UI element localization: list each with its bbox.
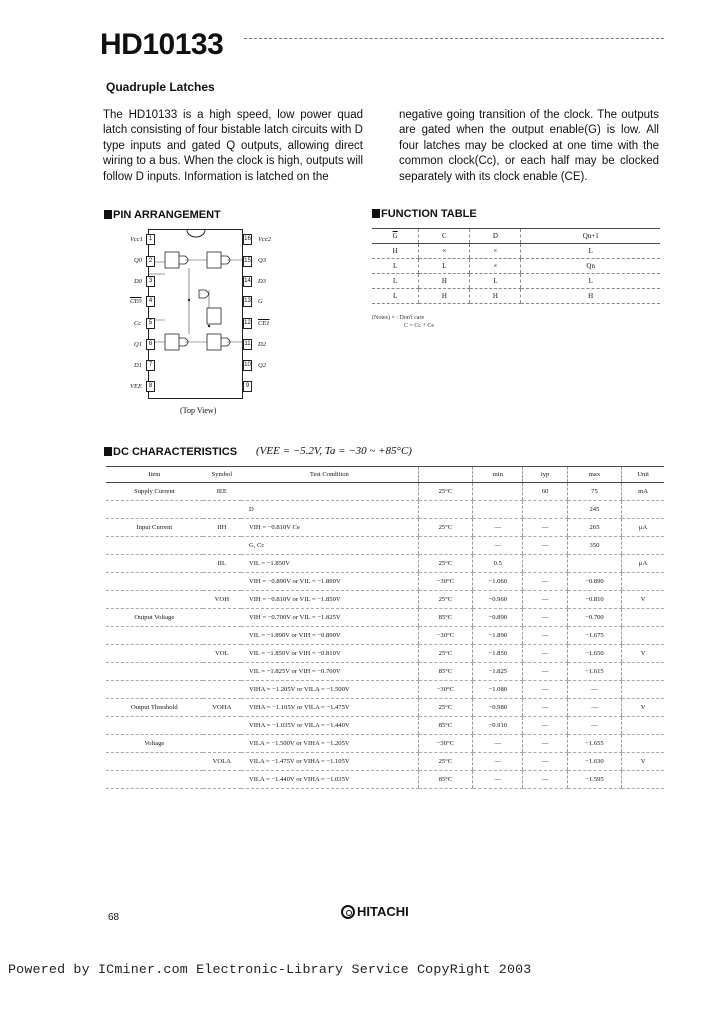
dc-header-temp (418, 467, 472, 483)
dc-cell-typ: — (523, 645, 567, 663)
dc-heading (104, 446, 237, 458)
dc-cell-unit (622, 663, 664, 681)
dc-cell-min: −0.960 (473, 591, 523, 609)
dc-cell-symbol: VOLA (203, 753, 241, 771)
dc-cell-symbol (203, 717, 241, 735)
dc-cell-cond: VIL = −1.850V (241, 555, 418, 573)
top-view-caption: (Top View) (180, 406, 217, 415)
dc-cell-unit (622, 609, 664, 627)
ft-cell: H (419, 289, 470, 304)
pin-12: 12 (243, 318, 252, 329)
table-row (106, 645, 664, 663)
dc-cell-symbol: IIL (203, 555, 241, 573)
pin-arrangement-heading (104, 209, 221, 221)
dc-cell-max: −1.655 (567, 735, 621, 753)
pin-arrangement-heading-text: PIN ARRANGEMENT (113, 209, 221, 221)
description-col2: negative going transition of the clock. The outputs are gated when the output enable(G) is low. All four latches may be clocked at one time with the common clock(Cc), or each half may be clocked separately with its clock enable (CE). (399, 109, 659, 183)
dc-cell-cond: VILA = −1.475V or VIHA = −1.105V (241, 753, 418, 771)
dc-cell-item (106, 717, 203, 735)
dc-cell-temp: 85°C (418, 771, 472, 789)
dc-cell-item (106, 555, 203, 573)
pin-10-label: Q2 (258, 362, 266, 369)
table-row (106, 483, 664, 501)
pin-11-label: D2 (258, 341, 266, 348)
ic-package (148, 229, 243, 399)
dc-cell-item (106, 591, 203, 609)
pin-16: 16 (243, 234, 252, 245)
pin-3: 3 (146, 276, 155, 287)
dc-cell-temp: 85°C (418, 609, 472, 627)
dc-cell-typ: — (523, 735, 567, 753)
section-marker-icon (104, 210, 112, 219)
dc-cell-symbol (203, 663, 241, 681)
pin-2-label: Q0 (134, 257, 142, 264)
pin-6-label: Q1 (134, 341, 142, 348)
dc-cell-typ: — (523, 537, 567, 555)
ft-cell: × (419, 244, 470, 259)
pin-8: 8 (146, 381, 155, 392)
dc-cell-unit (622, 771, 664, 789)
dc-cell-symbol (203, 501, 241, 519)
dc-cell-min: — (473, 753, 523, 771)
dc-heading-text: DC CHARACTERISTICS (113, 446, 238, 458)
dc-cell-temp: −30°C (418, 627, 472, 645)
part-number-title: HD10133 (100, 28, 224, 61)
dc-cell-item (106, 663, 203, 681)
dc-cell-max: −0.810 (567, 591, 621, 609)
dc-cell-max: 245 (567, 501, 621, 519)
table-row (372, 274, 660, 289)
dc-cell-unit (622, 681, 664, 699)
dc-header-unit: Unit (622, 467, 664, 483)
table-row (106, 627, 664, 645)
dc-cell-typ: — (523, 627, 567, 645)
hitachi-logo (341, 904, 409, 919)
subtitle: Quadruple Latches (106, 80, 215, 94)
dc-cell-max: 350 (567, 537, 621, 555)
dc-cell-max: 265 (567, 519, 621, 537)
dc-cell-symbol: VOHA (203, 699, 241, 717)
dc-cell-item: Output Threshold (106, 699, 203, 717)
ft-cell: H (521, 289, 660, 304)
dc-cell-symbol: IEE (203, 483, 241, 501)
dc-cell-typ: — (523, 771, 567, 789)
dc-cell-cond: G, Cc (241, 537, 418, 555)
brand-name: HITACHI (357, 904, 409, 919)
pin-1: 1 (146, 234, 155, 245)
ft-cell: H (470, 289, 521, 304)
dc-cell-unit (622, 537, 664, 555)
table-row (106, 699, 664, 717)
dc-table (106, 466, 664, 789)
pin-7: 7 (146, 360, 155, 371)
function-table-heading-text: FUNCTION TABLE (381, 208, 477, 220)
dc-cell-typ: — (523, 717, 567, 735)
dc-cell-item (106, 681, 203, 699)
dc-cell-typ: — (523, 699, 567, 717)
dc-cell-cond: VILA = −1.500V or VIHA = −1.205V (241, 735, 418, 753)
ft-header-g: $\overline{G}$ (372, 229, 419, 244)
dc-cell-unit (622, 627, 664, 645)
dc-cell-cond: D (241, 501, 418, 519)
dc-cell-min: −1.080 (473, 681, 523, 699)
dc-cell-min (473, 483, 523, 501)
dc-cell-temp (418, 501, 472, 519)
dc-cell-min (473, 501, 523, 519)
dc-cell-max: −0.890 (567, 573, 621, 591)
table-row (106, 681, 664, 699)
dc-cell-item: Input Current (106, 519, 203, 537)
dc-cell-typ: 60 (523, 483, 567, 501)
table-row (372, 289, 660, 304)
dc-cell-symbol (203, 573, 241, 591)
dc-cell-temp: −30°C (418, 735, 472, 753)
dc-cell-unit (622, 735, 664, 753)
pin-14: 14 (243, 276, 252, 287)
dc-cell-unit: μA (622, 555, 664, 573)
dc-cell-symbol: IIH (203, 519, 241, 537)
dc-cell-temp: 25°C (418, 519, 472, 537)
dc-cell-symbol (203, 609, 241, 627)
table-row (106, 717, 664, 735)
note-line: (Notes) × : Don't care (372, 315, 425, 321)
pin-16-label: Vcc2 (258, 236, 271, 243)
table-row (106, 519, 664, 537)
dc-cell-unit: μA (622, 519, 664, 537)
ft-cell: L (470, 274, 521, 289)
table-row (106, 573, 664, 591)
dc-cell-item (106, 573, 203, 591)
ft-cell: L (372, 259, 419, 274)
dc-conditions: (VEE = −5.2V, Ta = −30 ~ +85°C) (256, 445, 412, 457)
dc-cell-max: — (567, 717, 621, 735)
pin-15: 15 (243, 256, 252, 267)
pin-2: 2 (146, 256, 155, 267)
dc-cell-min: — (473, 519, 523, 537)
table-row (106, 609, 664, 627)
pin-14-label: D3 (258, 278, 266, 285)
dc-cell-min: −1.850 (473, 645, 523, 663)
dc-cell-typ: — (523, 753, 567, 771)
dc-cell-max: −1.675 (567, 627, 621, 645)
table-row (106, 663, 664, 681)
dc-cell-item (106, 753, 203, 771)
pin-8-label: VEE (130, 383, 142, 390)
dc-cell-typ (523, 555, 567, 573)
dc-cell-typ: — (523, 609, 567, 627)
dc-cell-min: — (473, 771, 523, 789)
table-row (106, 555, 664, 573)
dc-header-condition: Test Condition (241, 467, 418, 483)
dc-cell-temp: 25°C (418, 753, 472, 771)
dc-cell-max: −1.615 (567, 663, 621, 681)
dc-cell-typ: — (523, 573, 567, 591)
pin-4: 4 (146, 296, 155, 307)
pin-5-label: Cc (134, 320, 142, 327)
dc-cell-symbol (203, 771, 241, 789)
dc-cell-cond: VIHA = −1.035V or VILA = −1.440V (241, 717, 418, 735)
dc-cell-unit: V (622, 699, 664, 717)
dc-cell-temp: −30°C (418, 681, 472, 699)
dc-cell-typ: — (523, 681, 567, 699)
dc-cell-min: 0.5 (473, 555, 523, 573)
dc-cell-min: −0.910 (473, 717, 523, 735)
dc-cell-typ: — (523, 591, 567, 609)
dc-cell-cond: VIL = −1.890V or VIH = −0.890V (241, 627, 418, 645)
dc-cell-symbol (203, 627, 241, 645)
dc-cell-max: −1.650 (567, 645, 621, 663)
dc-cell-max: — (567, 681, 621, 699)
note-line: C = Cc + Ce (404, 323, 435, 329)
dc-cell-temp: 85°C (418, 717, 472, 735)
pin-9: 9 (243, 381, 252, 392)
table-row (106, 771, 664, 789)
dc-cell-max: 75 (567, 483, 621, 501)
dc-cell-unit: V (622, 645, 664, 663)
dc-cell-temp: 25°C (418, 591, 472, 609)
dc-cell-unit (622, 717, 664, 735)
pin-13: 13 (243, 296, 252, 307)
function-table (372, 228, 660, 304)
dc-cell-cond: VIL = −1.850V or VIH = −0.810V (241, 645, 418, 663)
dc-cell-min: — (473, 735, 523, 753)
table-row (106, 735, 664, 753)
dc-cell-max: −1.630 (567, 753, 621, 771)
dc-cell-min: −1.825 (473, 663, 523, 681)
dc-cell-max: −1.595 (567, 771, 621, 789)
title-rule (244, 38, 664, 39)
dc-cell-unit: V (622, 591, 664, 609)
dc-cell-symbol: VOH (203, 591, 241, 609)
pin-4-label: CE0 (130, 298, 142, 305)
dc-cell-cond: VIH = −0.700V or VIL = −1.825V (241, 609, 418, 627)
dc-header-min: min (473, 467, 523, 483)
dc-cell-item: Supply Current (106, 483, 203, 501)
pin-7-label: D1 (134, 362, 142, 369)
hitachi-logo-icon (341, 905, 355, 919)
ft-cell: L (372, 289, 419, 304)
table-row (372, 259, 660, 274)
dc-cell-min: — (473, 537, 523, 555)
dc-cell-min: −1.060 (473, 573, 523, 591)
dc-cell-unit: V (622, 753, 664, 771)
ft-cell: L (521, 274, 660, 289)
footer-copyright: Powered by ICminer.com Electronic-Library Service CopyRight 2003 (8, 962, 532, 977)
dc-cell-temp: −30°C (418, 573, 472, 591)
ft-header-q: Qn+1 (521, 229, 660, 244)
dc-cell-unit: mA (622, 483, 664, 501)
table-row (106, 537, 664, 555)
ft-header-c: C (419, 229, 470, 244)
table-row (106, 591, 664, 609)
dc-cell-max: −0.700 (567, 609, 621, 627)
pin-3-label: D0 (134, 278, 142, 285)
ft-header-d: D (470, 229, 521, 244)
dc-cell-cond: VIH = −0.810V or VIL = −1.850V (241, 591, 418, 609)
section-marker-icon (372, 209, 380, 218)
dc-cell-symbol (203, 537, 241, 555)
description-col1: The HD10133 is a high speed, low power quad latch consisting of four bistable latch circuits with D type inputs and gated Q outputs, allowing direct wiring to a bus. When the clock is high, outputs will follow D inputs. Information is latched on the (103, 109, 363, 183)
dc-cell-item (106, 771, 203, 789)
dc-cell-cond: VIL = −1.825V or VIH = −0.700V (241, 663, 418, 681)
pin-15-label: Q3 (258, 257, 266, 264)
dc-cell-item: Voltage (106, 735, 203, 753)
dc-cell-min: −0.980 (473, 699, 523, 717)
pin-10: 10 (243, 360, 252, 371)
dc-cell-min: −0.890 (473, 609, 523, 627)
ft-cell: × (470, 244, 521, 259)
dc-cell-temp: 25°C (418, 555, 472, 573)
dc-header-symbol: Symbol (203, 467, 241, 483)
dc-cell-temp: 25°C (418, 699, 472, 717)
ft-cell: Qn (521, 259, 660, 274)
table-row (372, 244, 660, 259)
dc-cell-item (106, 627, 203, 645)
dc-cell-typ (523, 501, 567, 519)
dc-cell-unit (622, 501, 664, 519)
dc-cell-typ: — (523, 519, 567, 537)
pin-6: 6 (146, 339, 155, 350)
dc-cell-cond: VILA = −1.440V or VIHA = −1.035V (241, 771, 418, 789)
ft-cell: × (470, 259, 521, 274)
ft-cell: H (419, 274, 470, 289)
table-row (106, 753, 664, 771)
page-number: 68 (108, 912, 120, 923)
dc-cell-cond (241, 483, 418, 501)
dc-cell-cond: VIHA = −1.105V or VILA = −1.475V (241, 699, 418, 717)
function-table-heading (372, 208, 477, 220)
pin-5: 5 (146, 318, 155, 329)
ft-cell: L (419, 259, 470, 274)
pin-1-label: Vcc1 (130, 236, 143, 243)
dc-cell-temp: 25°C (418, 483, 472, 501)
dc-cell-temp (418, 537, 472, 555)
ft-cell: L (372, 274, 419, 289)
ft-cell: L (521, 244, 660, 259)
dc-cell-max (567, 555, 621, 573)
dc-cell-symbol (203, 735, 241, 753)
section-marker-icon (104, 447, 112, 456)
dc-cell-min: −1.890 (473, 627, 523, 645)
ft-cell: H (372, 244, 419, 259)
dc-table-body (106, 483, 664, 789)
table-row (106, 501, 664, 519)
chip-notch-and-logic-icon (149, 230, 242, 398)
pin-11: 11 (243, 339, 252, 350)
dc-cell-item (106, 645, 203, 663)
pin-12-label: CE1 (258, 320, 270, 327)
dc-header-max: max (567, 467, 621, 483)
dc-header-item: Item (106, 467, 203, 483)
dc-header-typ: typ (523, 467, 567, 483)
dc-cell-temp: 25°C (418, 645, 472, 663)
dc-cell-typ: — (523, 663, 567, 681)
dc-cell-cond: VIHA = −1.205V or VILA = −1.500V (241, 681, 418, 699)
dc-cell-item (106, 537, 203, 555)
function-table-notes (372, 314, 434, 330)
dc-cell-cond: VIH = −0.810V Ce (241, 519, 418, 537)
dc-cell-symbol: VOL (203, 645, 241, 663)
dc-cell-item (106, 501, 203, 519)
dc-cell-symbol (203, 681, 241, 699)
pin-13-label: G (258, 298, 263, 305)
dc-cell-cond: VIH = −0.890V or VIL = −1.890V (241, 573, 418, 591)
dc-cell-item: Output Voltage (106, 609, 203, 627)
dc-cell-unit (622, 573, 664, 591)
dc-cell-max: — (567, 699, 621, 717)
dc-cell-temp: 85°C (418, 663, 472, 681)
